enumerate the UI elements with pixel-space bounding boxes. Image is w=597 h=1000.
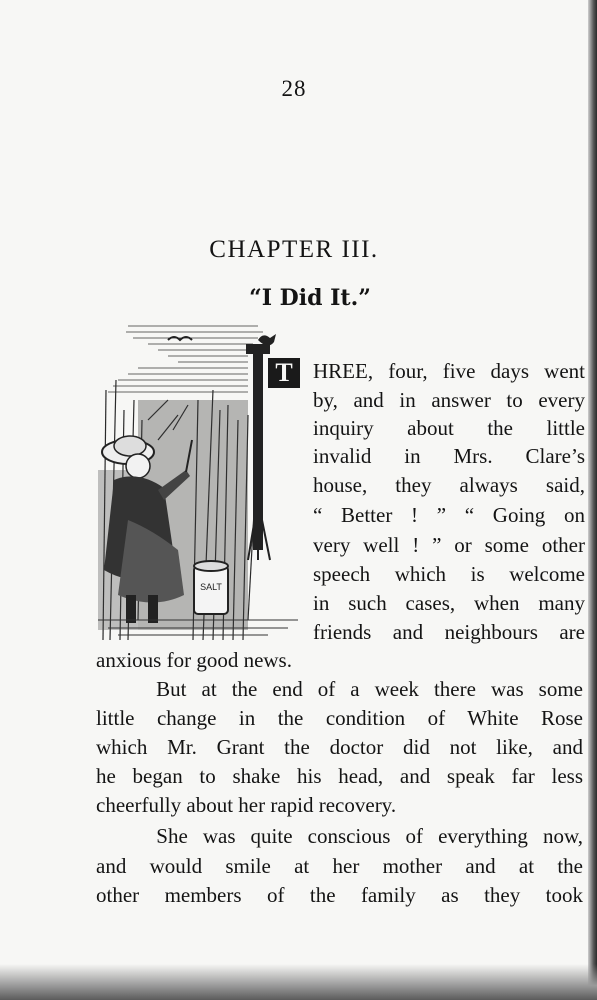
text-line: by, and in answer to every [313,388,585,412]
text-line: She was quite conscious of everything now, [96,824,583,848]
text-line: “ Better ! ” “ Going on [313,503,585,527]
text-line: house, they always said, [313,473,585,497]
text-line: invalid in Mrs. Clare’s [313,444,585,468]
page-bottom-shadow [0,964,597,1000]
text-line: very well ! ” or some other [313,533,585,557]
text-line: But at the end of a week there was some [96,677,583,701]
drop-cap-initial: T [268,358,300,388]
text-line: in such cases, when many [313,591,585,615]
text-line: HREE, four, five days went [313,359,585,383]
text-line: cheerfully about her rapid recovery. [96,793,397,817]
text-line: little change in the condition of White Rose [96,706,583,730]
text-line: inquiry about the little [313,416,585,440]
text-line: friends and neighbours are [313,620,585,644]
text-line: other members of the family as they took [96,883,583,907]
text-line: anxious for good news. [96,648,292,672]
chapter-subtitle: “I Did It.” [249,285,371,311]
page-number: 28 [281,76,307,101]
text-line: which Mr. Grant the doctor did not like, and [96,735,583,759]
text-line: and would smile at her mother and at the [96,854,583,878]
text-line: speech which is welcome [313,562,585,586]
page-edge-shadow [588,0,597,1000]
salt-jar-label: SALT [200,582,222,592]
chapter-title: CHAPTER III. [209,236,379,263]
text-line: he began to shake his head, and speak far less [96,764,583,788]
